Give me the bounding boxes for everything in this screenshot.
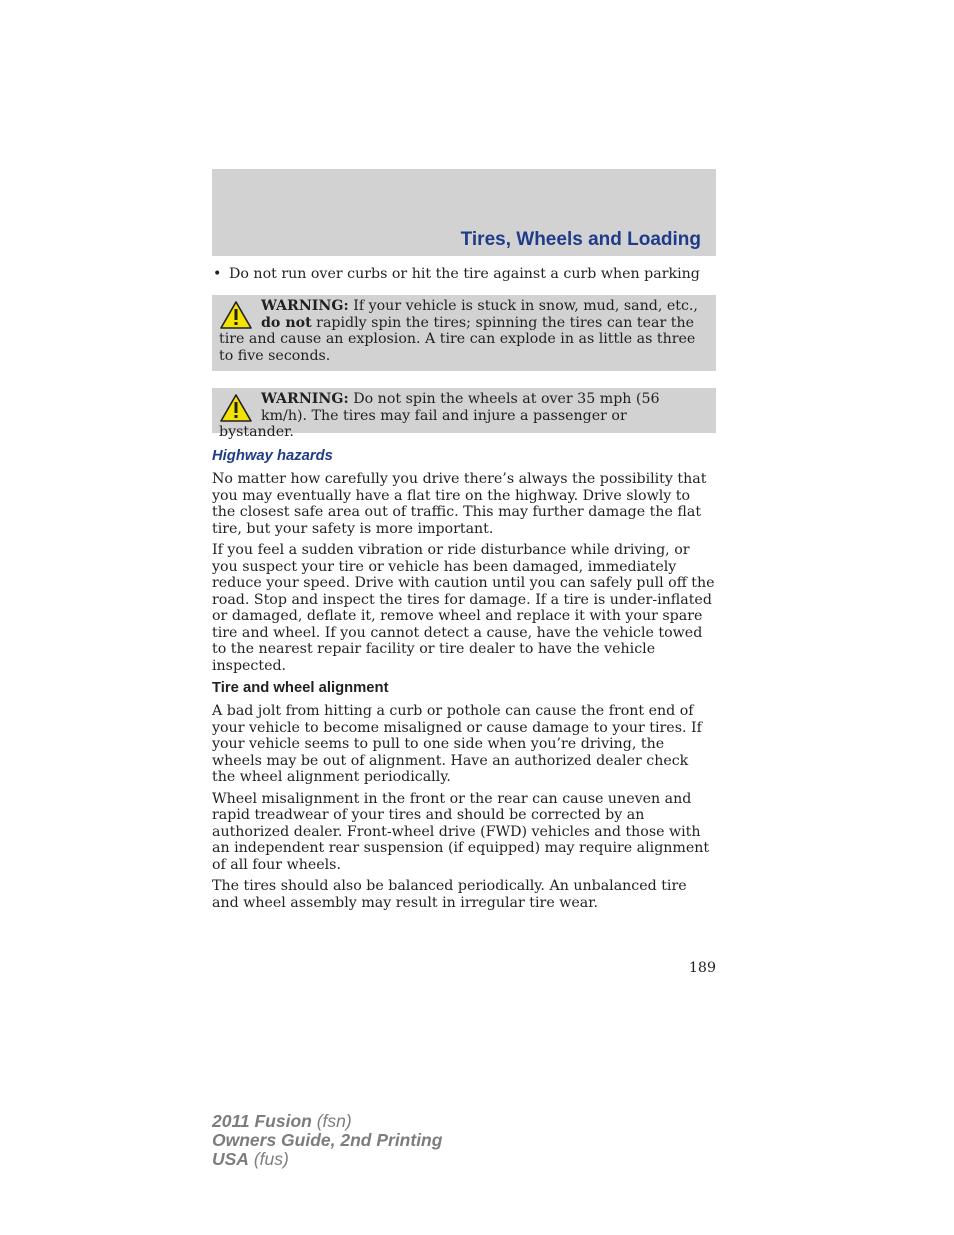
paragraph: No matter how carefully you drive there’s always the possibility that you may eventually have a flat tire on the highway. Drive slowly to the closest safe area out of traffic. This may further damage the flat tire, but your safety is more important.: [212, 471, 707, 537]
footer-market: USA: [212, 1149, 249, 1169]
heading-tire-wheel-alignment: Tire and wheel alignment: [212, 680, 389, 696]
warning-label: WARNING:: [261, 391, 349, 407]
footer-line-guide: Owners Guide, 2nd Printing: [212, 1130, 443, 1150]
warning-box-stuck-vehicle: [212, 295, 716, 371]
warning-text: rapidly spin the tires; spinning the tires can tear the tire and cause an explosion. A tire can explode in as little as three to five seconds.: [219, 314, 696, 364]
warning-label: WARNING:: [261, 298, 349, 314]
warning-text: Do not spin the wheels at over 35 mph (56 km/h). The tires may fail and injure a passenger or bystander.: [219, 391, 660, 440]
warning-emphasis: do not: [261, 314, 312, 331]
paragraph: If you feel a sudden vibration or ride disturbance while driving, or you suspect your tire or vehicle has been damaged, immediately reduce your speed. Drive with caution until you can safely pull off the road. Stop and inspect the tires for damage. If a tire is under-inflated or damaged, deflate it, remove wheel and replace it with your spare tire and wheel. If you cannot detect a cause, have the vehicle towed to the nearest repair facility or tire dealer to have the vehicle inspected.: [212, 542, 715, 674]
warning-triangle-icon: [219, 393, 253, 423]
bullet-text: Do not run over curbs or hit the tire against a curb when parking: [229, 266, 700, 282]
warning-box-wheel-spin: [212, 388, 716, 440]
heading-highway-hazards: Highway hazards: [212, 448, 333, 464]
header-band: [212, 169, 716, 256]
footer-line-model: [212, 1112, 442, 1131]
section-title: Tires, Wheels and Loading: [460, 229, 701, 250]
page-content: [212, 266, 716, 916]
paragraph: A bad jolt from hitting a curb or pothole can cause the front end of your vehicle to become misaligned or cause damage to your tires. If your vehicle seems to pull to one side when you’re driving, the wheels may be out of alignment. Have an authorized dealer check the wheel alignment periodically.: [212, 703, 702, 785]
page-number: 189: [688, 960, 716, 976]
warning-text: If your vehicle is stuck in snow, mud, sand, etc.,: [348, 298, 698, 314]
footer-publication-info: [212, 1112, 442, 1169]
footer-model-code: (fsn): [311, 1111, 352, 1131]
paragraph: Wheel misalignment in the front or the rear can cause uneven and rapid treadwear of your tires and should be corrected by an authorized dealer. Front-wheel drive (FWD) vehicles and those with an independent rear suspension (if equipped) may require alignment of all four wheels.: [212, 790, 710, 873]
paragraph: The tires should also be balanced periodically. An unbalanced tire and wheel assembly may result in irregular tire wear.: [212, 878, 687, 911]
warning-triangle-icon: [219, 300, 253, 330]
bullet-mark: •: [213, 266, 222, 282]
footer-line-market: [212, 1150, 442, 1169]
footer-market-code: (fus): [248, 1149, 289, 1169]
bullet-item: [212, 266, 716, 283]
footer-model: 2011 Fusion: [212, 1111, 312, 1131]
